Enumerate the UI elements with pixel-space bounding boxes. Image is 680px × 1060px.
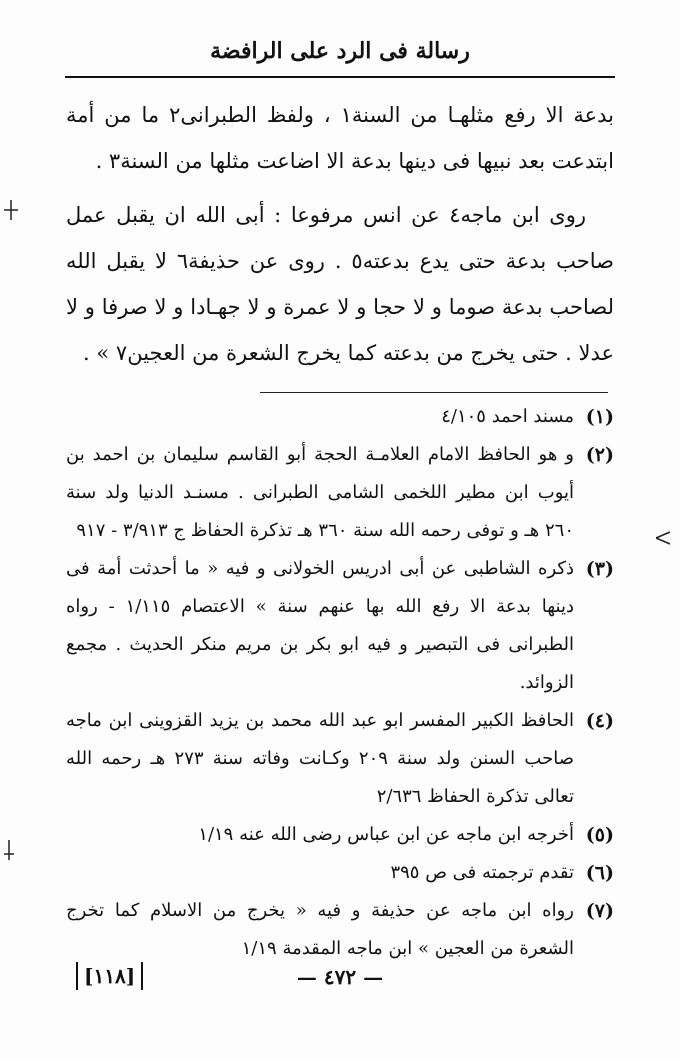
page-number: — ٤٧٢ — xyxy=(296,965,384,989)
margin-mark-icon xyxy=(656,528,670,548)
footnote-separator xyxy=(260,392,608,393)
footnote-3 xyxy=(66,550,614,702)
footnote-text: مسند احمد ٤/١٠٥ xyxy=(441,406,574,427)
footnote-6 xyxy=(66,854,614,892)
footnote-5 xyxy=(66,816,614,854)
running-head-title: رسالة فى الرد على الرافضة xyxy=(210,38,470,64)
footnote-marker: (١) xyxy=(585,406,614,428)
footnote-2 xyxy=(66,436,614,550)
margin-mark-icon xyxy=(4,200,18,220)
footnote-marker: (٣) xyxy=(585,558,614,580)
footnote-text: أخرجه ابن ماجه عن ابن عباس رضى الله عنه ١/١٩ xyxy=(198,824,574,845)
footnote-marker: (٤) xyxy=(585,710,614,732)
body-paragraph-1: بدعة الا رفع مثلهـا من السنة١ ، ولفظ الطبرانى٢ ما من أمة ابتدعت بعد نبيها فى دينها بدعة الا اضاعت مثلها من السنة٣ . xyxy=(66,103,615,173)
footnote-1 xyxy=(66,398,614,436)
footnote-text: رواه ابن ماجه عن حذيفة و فيه « يخرج من الاسلام كما تخرج الشعرة من العجين » ابن ماجه المقدمة ١/١٩ xyxy=(66,900,574,959)
footnote-marker: (٢) xyxy=(585,444,614,466)
footnote-4 xyxy=(66,702,614,816)
footnote-text: الحافظ الكبير المفسر ابو عبد الله محمد بن يزيد القزوينى ابن ماجه صاحب السنن ولد سنة ٢٠٩ وكـانت وفاته سنة ٢٧٣ هـ رحمه الله تعالى تذكرة الحفاظ ٢/٦٣٦ xyxy=(66,710,574,807)
footnote-text: تقدم ترجمته فى ص ٣٩٥ xyxy=(390,862,574,883)
footnote-marker: (٦) xyxy=(585,862,614,884)
plate-number: [١١٨] xyxy=(76,962,143,990)
footnote-marker: (٥) xyxy=(585,824,614,846)
footnote-text: و هو الحافظ الامام العلامـة الحجة أبو القاسم سليمان بن احمد بن أيوب ابن مطير اللخمى الشامى الطبرانى . مسنـد الدنيا ولد سنة ٢٦٠ هـ و توفى رحمه الله سنة ٣٦٠ هـ تذكرة الحفاظ ج ٣/٩١٣ - ٩١٧ xyxy=(66,444,574,541)
body-paragraph-2: روى ابن ماجه٤ عن انس مرفوعا : أبى الله ان يقبل عمل صاحب بدعة حتى يدع بدعته٥ . روى عن حذيفة٦ لا يقبل الله لصاحب بدعة صوما و لا حجا و لا عمرة و لا جهـادا و لا صرفا و لا عدلا . حتى يخرج من بدعته كما يخرج الشعرة من العجين٧ » . xyxy=(66,203,615,365)
footnote-marker: (٧) xyxy=(585,900,614,922)
margin-mark-icon xyxy=(2,840,16,860)
footnote-list xyxy=(66,398,614,968)
header-rule xyxy=(65,76,615,78)
footnote-7 xyxy=(66,892,614,968)
footnote-text: ذكره الشاطبى عن أبى ادريس الخولانى و فيه « ما أحدثت أمة فى دينها بدعة الا رفع الله بها عنهم سنة » الاعتصام ١/١١٥ - رواه الطبرانى فى التبصير و فيه ابو بكر بن مريم منكر الحديث . مجمع الزوائد. xyxy=(66,558,575,693)
